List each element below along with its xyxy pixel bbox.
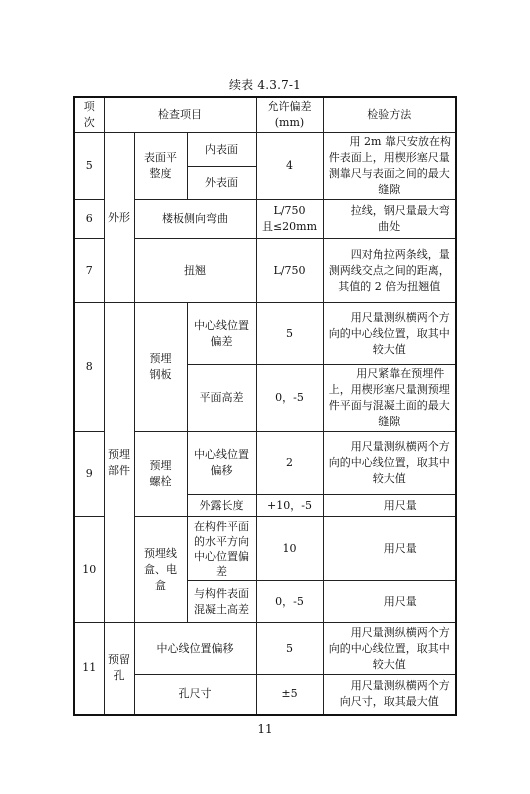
row-no: 7	[74, 239, 104, 303]
tolerance-value: ±5	[256, 675, 323, 715]
tolerance-value: 2	[256, 432, 323, 495]
row-no: 9	[74, 432, 104, 517]
header-tolerance: 允许偏差 (mm)	[256, 97, 323, 133]
item-subgroup: 预埋线 盒、电 盒	[134, 517, 187, 623]
item-name: 扭翘	[134, 239, 256, 303]
row-no: 11	[74, 623, 104, 715]
group-appearance: 外形	[104, 133, 134, 303]
header-method: 检验方法	[323, 97, 456, 133]
tolerance-value: L/750	[256, 239, 323, 303]
item-name: 楼板侧向弯曲	[134, 200, 256, 239]
table-caption: 续表 4.3.7-1	[228, 78, 302, 92]
tolerance-value: 10	[256, 517, 323, 581]
item-subgroup: 预埋 钢板	[134, 303, 187, 432]
table-row	[74, 623, 456, 675]
table-row	[74, 303, 456, 365]
method-text: 四对角拉两条线，量测两线交点之间的距离，其值的 2 倍为扭翘值	[323, 239, 456, 303]
item-subgroup: 预埋 螺栓	[134, 432, 187, 517]
page-number: 11	[257, 722, 273, 736]
header-item: 检查项目	[104, 97, 256, 133]
table-row	[74, 133, 456, 167]
item-name: 中心线位置偏移	[134, 623, 256, 675]
method-text: 拉线，钢尺量最大弯曲处	[323, 200, 456, 239]
item-name: 内表面	[187, 133, 256, 167]
method-text: 用 2m 靠尺安放在构件表面上，用楔形塞尺量测靠尺与表面之间的最大缝隙	[323, 133, 456, 200]
row-no: 8	[74, 303, 104, 432]
inspection-table	[73, 96, 457, 716]
item-name: 与构件表面 混凝土高差	[187, 581, 256, 623]
method-text: 用尺量测纵横两个方向的中心线位置，取其中较大值	[323, 623, 456, 675]
tolerance-value: 5	[256, 303, 323, 365]
method-text: 用尺量	[323, 581, 456, 623]
tolerance-value: 4	[256, 133, 323, 200]
method-text: 用尺量	[323, 517, 456, 581]
item-name: 孔尺寸	[134, 675, 256, 715]
item-name: 平面高差	[187, 365, 256, 432]
item-name: 外露长度	[187, 495, 256, 517]
group-embedded: 预埋 部件	[104, 303, 134, 623]
method-text: 用尺量	[323, 495, 456, 517]
item-name: 在构件平面 的水平方向 中心位置偏 差	[187, 517, 256, 581]
item-name: 中心线位置 偏移	[187, 432, 256, 495]
row-no: 10	[74, 517, 104, 623]
tolerance-value: 0，-5	[256, 365, 323, 432]
tolerance-value: L/750 且≤20mm	[256, 200, 323, 239]
tolerance-value: +10，-5	[256, 495, 323, 517]
header-no: 项 次	[74, 97, 104, 133]
item-name: 外表面	[187, 167, 256, 200]
method-text: 用尺量测纵横两个方向尺寸，取其最大值	[323, 675, 456, 715]
row-no: 6	[74, 200, 104, 239]
item-name: 中心线位置 偏差	[187, 303, 256, 365]
tolerance-value: 0，-5	[256, 581, 323, 623]
method-text: 用尺量测纵横两个方向的中心线位置，取其中较大值	[323, 432, 456, 495]
item-subgroup: 表面平 整度	[134, 133, 187, 200]
row-no: 5	[74, 133, 104, 200]
tolerance-value: 5	[256, 623, 323, 675]
table-header-row	[74, 97, 456, 133]
method-text: 用尺紧靠在预埋件上，用楔形塞尺量测预埋件平面与混凝土面的最大缝隙	[323, 365, 456, 432]
item-subgroup: 预留 孔	[104, 623, 134, 715]
method-text: 用尺量测纵横两个方向的中心线位置，取其中较大值	[323, 303, 456, 365]
